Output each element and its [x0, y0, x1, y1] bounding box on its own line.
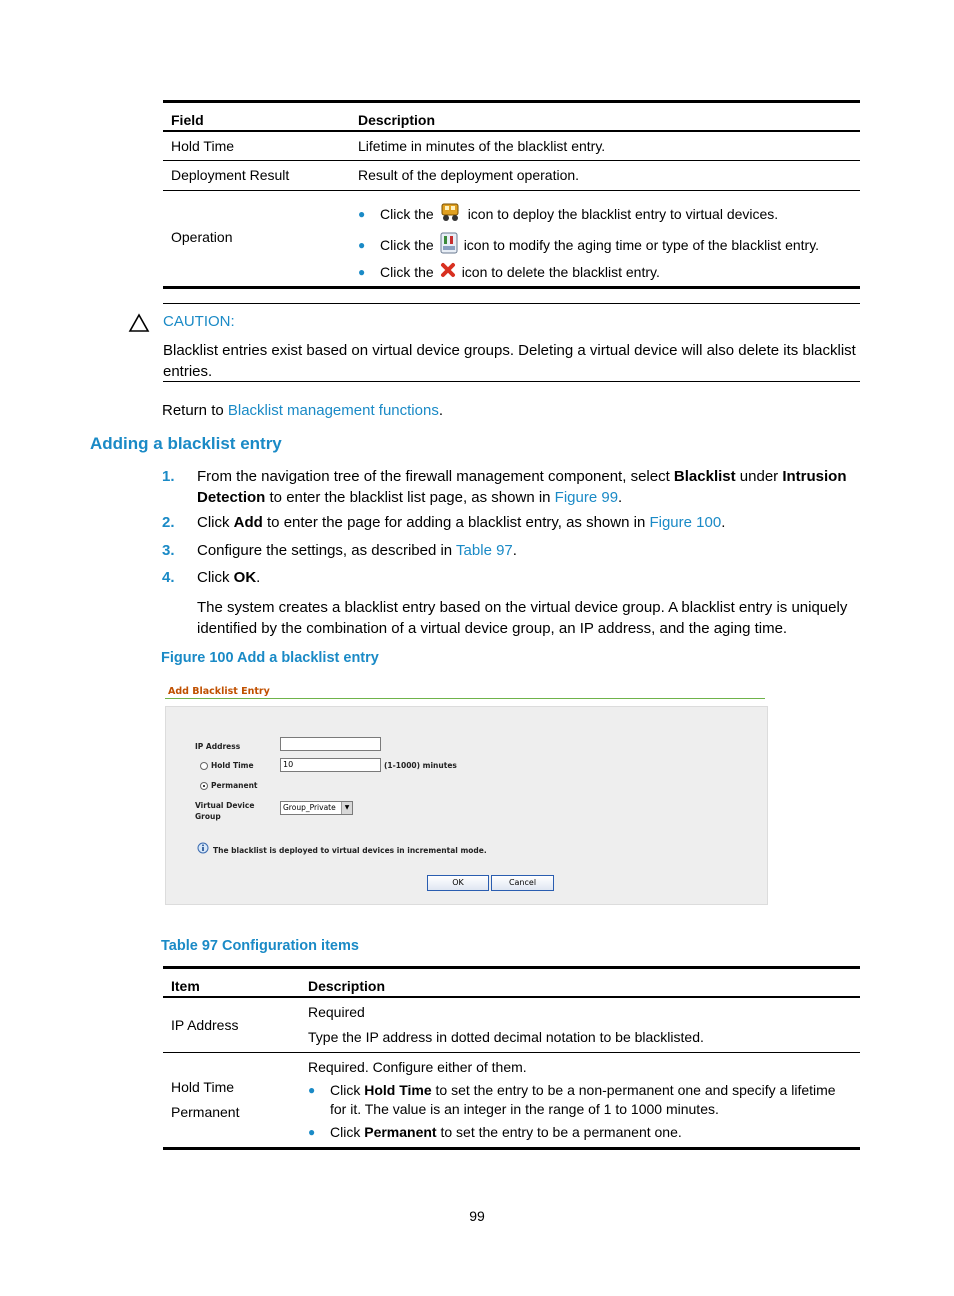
form-panel — [165, 706, 768, 905]
page-number: 99 — [469, 1208, 485, 1224]
ip-address-label: IP Address — [195, 742, 241, 751]
table2-cell-item: Hold Time Permanent — [163, 1052, 300, 1147]
cancel-button[interactable]: Cancel — [491, 875, 554, 891]
table1-cell-desc: Result of the deployment operation. — [350, 160, 860, 190]
field-description-table — [163, 103, 860, 287]
return-line: Return to Blacklist management functions. — [162, 402, 443, 419]
deploy-icon — [440, 202, 462, 225]
table1-header-description: Description — [358, 112, 436, 128]
table1-operation-list — [350, 190, 860, 287]
permanent-radio[interactable] — [200, 782, 208, 790]
section-title: Adding a blacklist entry — [90, 434, 282, 453]
add-blacklist-entry-screenshot — [165, 684, 768, 905]
blacklist-management-link[interactable]: Blacklist management functions — [227, 402, 439, 419]
list-item: ● Click Permanent to set the entry to be a permanent one. — [308, 1123, 682, 1140]
modify-icon — [440, 232, 458, 257]
table1-cell-field: Operation — [163, 190, 350, 287]
form-title: Add Blacklist Entry — [168, 686, 270, 697]
list-item: ● Click the icon to deploy the blacklist entry to virtual devices. — [358, 198, 852, 230]
caution-label: CAUTION: — [163, 313, 235, 330]
step-4-note: The system creates a blacklist entry based on the virtual device group. A blacklist entry is uniquely identified by the combination of a virtual device group, an IP address, and the aging time. — [197, 599, 848, 637]
hold-time-range-hint: (1-1000) minutes — [384, 761, 457, 770]
table2-cell-desc: Required Type the IP address in dotted decimal notation to be blacklisted. — [300, 997, 860, 1052]
table1-cell-field: Hold Time — [163, 131, 350, 160]
caution-icon — [128, 313, 150, 338]
table2-caption: Table 97 Configuration items — [161, 938, 359, 954]
table2-header-description: Description — [308, 978, 386, 994]
list-item: ● Click the icon to modify the aging time or type of the blacklist entry. — [358, 230, 852, 260]
table2-header-item: Item — [171, 978, 200, 994]
caution-bottom-rule — [163, 381, 860, 382]
figure-100-link[interactable]: Figure 100 — [649, 514, 722, 531]
hold-time-radio[interactable] — [200, 762, 208, 770]
info-message: The blacklist is deployed to virtual devices in incremental mode. — [213, 846, 487, 855]
step-2: 2. Click Add to enter the page for adding a blacklist entry, as shown in Figure 100. — [162, 514, 726, 531]
step-4: 4. Click OK. — [162, 569, 261, 586]
ip-address-input[interactable] — [280, 737, 381, 751]
figure-caption: Figure 100 Add a blacklist entry — [161, 650, 379, 666]
step-1: 1. From the navigation tree of the firewall management component, select Blacklist under Intrusion Detection to enter the blacklist list page, as shown in Figure 99. — [162, 468, 847, 506]
caution-text: Blacklist entries exist based on virtual device groups. Deleting a virtual device will also delete its blacklist entries. — [163, 342, 856, 380]
virtual-device-group-select[interactable]: Group_Private ▼ — [280, 801, 353, 815]
list-item: ● Click Hold Time to set the entry to be a non-permanent one and specify a lifetime for it. The value is an integer in the range of 1 to 1000 minutes. — [308, 1081, 836, 1117]
step-3: 3. Configure the settings, as described in Table 97. — [162, 542, 517, 559]
table2-cell-desc: Required. Configure either of them. ● Click Hold Time to set the entry to be a non-permanent one and specify a lifetime for it. The value is an integer in the range of 1 to 1000 minutes. ● Click Permanent to set the entry to be a permanent one. — [300, 1052, 860, 1147]
caution-top-rule — [163, 303, 860, 304]
figure-99-link[interactable]: Figure 99 — [554, 489, 619, 506]
info-icon — [197, 842, 209, 856]
table1-cell-desc: Lifetime in minutes of the blacklist entry. — [350, 131, 860, 160]
delete-icon — [440, 262, 456, 281]
form-title-underline — [165, 698, 765, 699]
hold-time-label: Hold Time — [211, 761, 254, 770]
table-97-link[interactable]: Table 97 — [456, 542, 513, 559]
virtual-device-group-label: Virtual Device Group — [195, 801, 255, 821]
permanent-label: Permanent — [211, 781, 258, 790]
hold-time-input[interactable]: 10 — [280, 758, 381, 772]
chevron-down-icon[interactable]: ▼ — [341, 802, 352, 814]
table1-cell-field: Deployment Result — [163, 160, 350, 190]
table2-bottom-rule — [163, 1147, 860, 1150]
list-item: ● Click the icon to delete the blacklist entry. — [358, 263, 660, 280]
table1-bottom-rule — [163, 286, 860, 289]
table1-header-field: Field — [171, 112, 204, 128]
ok-button[interactable]: OK — [427, 875, 489, 891]
table2-cell-item: IP Address — [163, 997, 300, 1052]
configuration-items-table — [163, 969, 860, 1147]
